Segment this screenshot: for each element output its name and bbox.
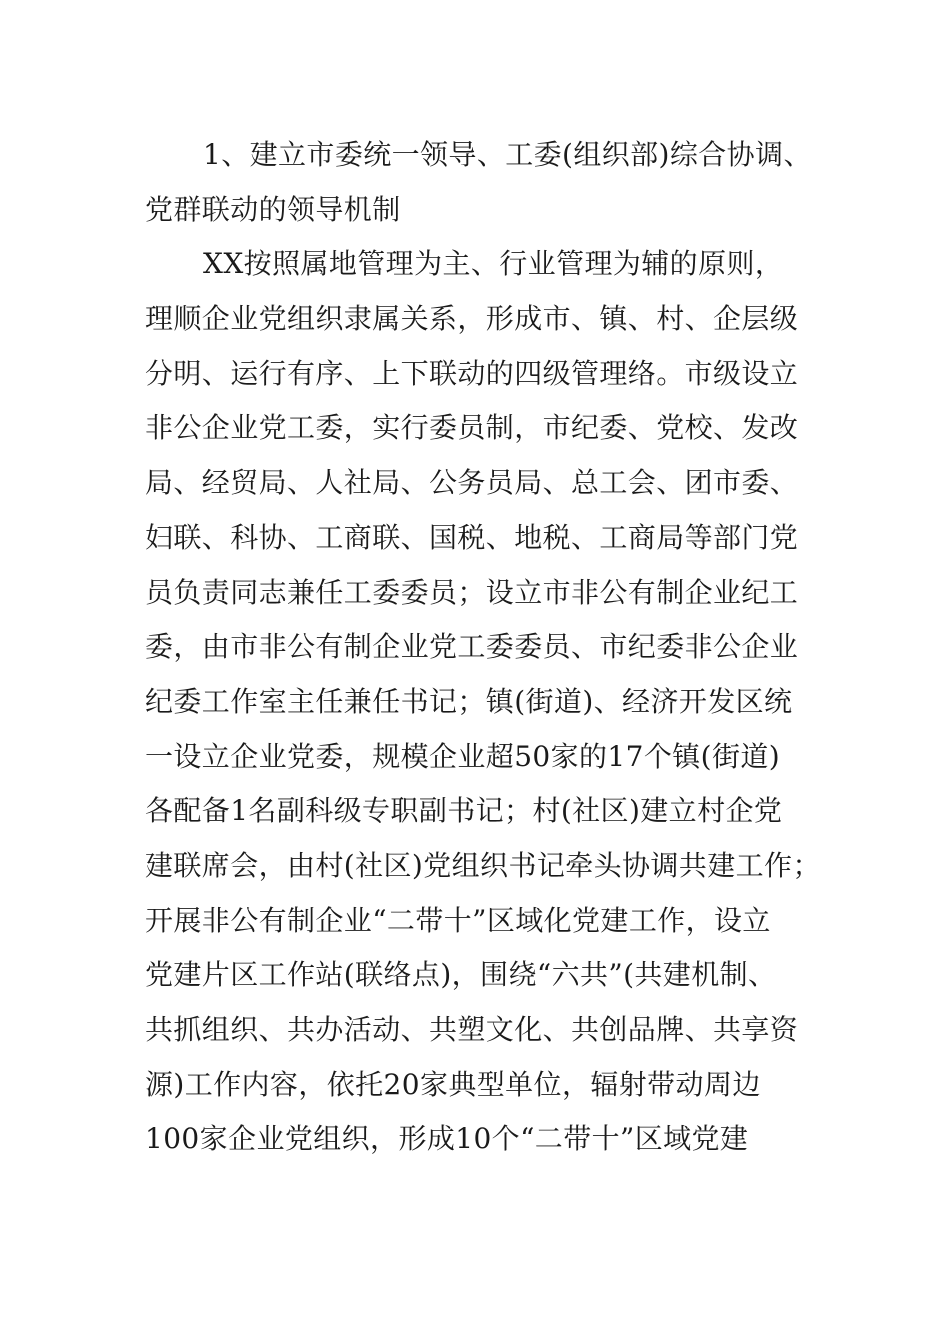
paragraph-line: 开展非公有制企业“二带十”区域化党建工作，设立: [145, 903, 771, 937]
paragraph-line: 非公企业党工委，实行委员制，市纪委、党校、发改: [145, 411, 799, 445]
document-text: [145, 128, 835, 1167]
paragraph-line: 理顺企业党组织隶属关系，形成市、镇、村、企层级: [145, 302, 799, 336]
paragraph-line: 100家企业党组织，形成10个“二带十”区域党建: [145, 1122, 749, 1156]
paragraph-line: 党建片区工作站(联络点)，围绕“六共”(共建机制、: [145, 958, 777, 992]
paragraph-line: 员负责同志兼任工委委员；设立市非公有制企业纪工: [145, 575, 799, 609]
paragraph-line: 委，由市非公有制企业党工委委员、市纪委非公企业: [145, 630, 799, 664]
paragraph-line: 共抓组织、共办活动、共塑文化、共创品牌、共享资: [145, 1013, 799, 1046]
paragraph-line: 纪委工作室主任兼任书记；镇(街道)、经济开发区统: [145, 684, 793, 718]
heading-line: 党群联动的领导机制: [145, 192, 401, 226]
paragraph-line: XX按照属地管理为主、行业管理为辅的原则，: [203, 247, 784, 281]
paragraph-line: 妇联、科协、工商联、国税、地税、工商局等部门党: [145, 520, 799, 554]
paragraph-line: 建联席会，由村(社区)党组织书记牵头协调共建工作；: [145, 848, 821, 882]
paragraph-line: 局、经贸局、人社局、公务员局、总工会、团市委、: [145, 466, 799, 500]
paragraph-line: 一设立企业党委，规模企业超50家的17个镇(街道): [145, 739, 781, 773]
heading-line: 1、建立市委统一领导、工委(组织部)综合协调、: [203, 138, 812, 171]
paragraph-line: 源)工作内容，依托20家典型单位，辐射带动周边: [145, 1067, 761, 1101]
paragraph-line: 各配备1名副科级专职副书记；村(社区)建立村企党: [145, 794, 783, 828]
paragraph-line: 分明、运行有序、上下联动的四级管理络。市级设立: [145, 356, 799, 390]
